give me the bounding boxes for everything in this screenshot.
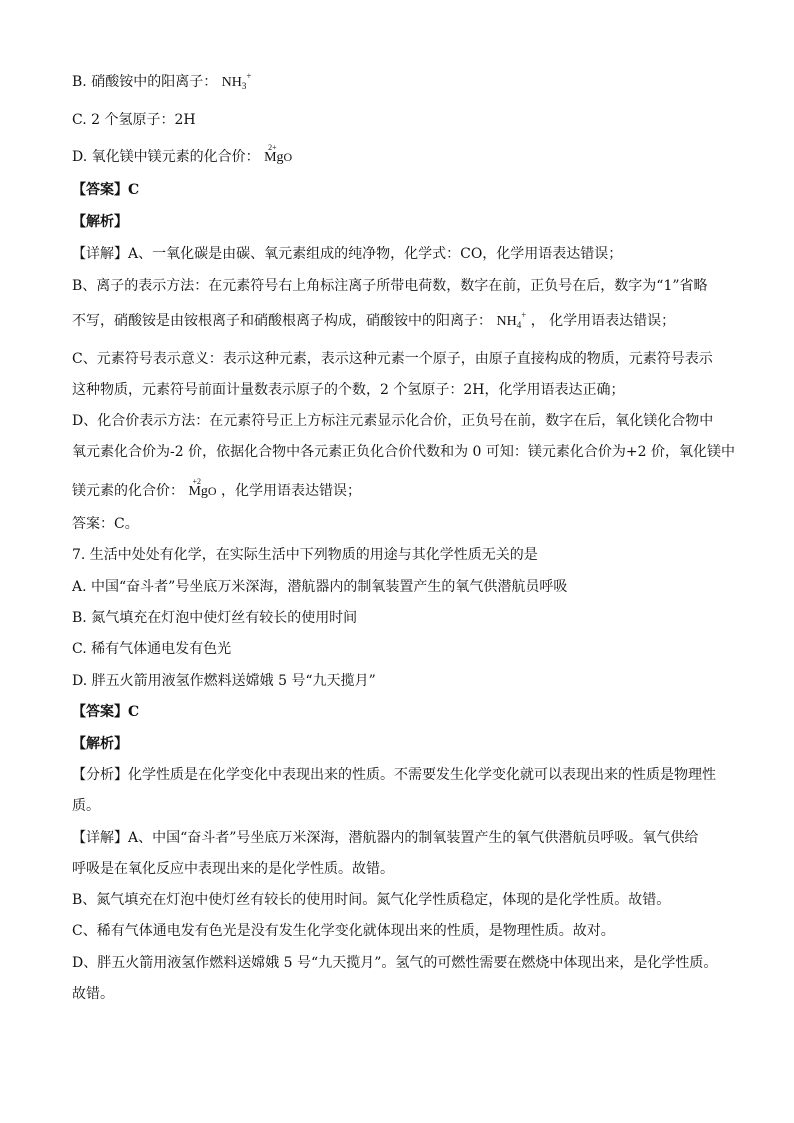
question-7-option-a: A. 中国“奋斗者”号坐底万米深海，潜航器内的制氧装置产生的氧气供潜航员呼吸 xyxy=(72,579,568,595)
xiangjie-a-1: 【详解】A、中国“奋斗者”号坐底万米深海，潜航器内的制氧装置产生的氧气供潜航员呼吸。氧气供给 xyxy=(72,830,699,846)
analysis-label-2: 【解析】 xyxy=(72,736,128,752)
ammonia-ion-formula: $NH_3^+$ xyxy=(221,71,252,91)
option-d-text: D. 氧化镁中镁元素的化合价： xyxy=(72,149,260,165)
question-7-option-c: C. 稀有气体通电发有色光 xyxy=(72,641,232,657)
valence-notation-2: +2 MgO xyxy=(188,477,217,499)
ammonium-ion-formula: $NH_4^+$ xyxy=(496,310,527,330)
detail-b-1: B、离子的表示方法：在元素符号右上角标注离子所带电荷数，数字在前，正负号在后，数字为“1”省略 xyxy=(72,278,708,294)
option-d-line xyxy=(72,140,292,167)
valence-notation: 2+ MgO xyxy=(264,143,293,165)
option-b-text: B. 硝酸铵中的阳离子： xyxy=(72,74,218,90)
detail-d-1: D、化合价表示方法：在元素符号正上方标注元素显示化合价，正负号在前，数字在后，氧化镁化合物中 xyxy=(72,413,714,429)
xiangjie-a-2: 呼吸是在氧化反应中表现出来的是化学性质。故错。 xyxy=(72,861,394,877)
answer-label: 【答案】C xyxy=(72,182,140,198)
detail-a: 【详解】A、一氧化碳是由碳、氧元素组成的纯净物，化学式：CO，化学用语表达错误； xyxy=(72,246,623,262)
detail-c-1: C、元素符号表示意义：表示这种元素，表示这种元素一个原子，由原子直接构成的物质，元素符号表示 xyxy=(72,351,713,367)
xiangjie-d-1: D、胖五火箭用液氢作燃料送嫦娥 5 号“九天揽月”。氢气的可燃性需要在燃烧中体现出来，是化学性质。 xyxy=(72,955,718,971)
xiangjie-c: C、稀有气体通电发有色光是没有发生化学变化就体现出来的性质，是物理性质。故对。 xyxy=(72,923,615,939)
answer-label-2: 【答案】C xyxy=(72,704,140,720)
xiangjie-b: B、氮气填充在灯泡中使灯丝有较长的使用时间。氮气化学性质稳定，体现的是化学性质。故错。 xyxy=(72,892,671,908)
question-7: 7. 生活中处处有化学，在实际生活中下列物质的用途与其化学性质无关的是 xyxy=(72,547,538,563)
analysis-1: 【分析】化学性质是在化学变化中表现出来的性质。不需要发生化学变化就可以表现出来的性质是物理性 xyxy=(72,767,716,783)
question-7-option-b: B. 氮气填充在灯泡中使灯丝有较长的使用时间 xyxy=(72,610,358,626)
detail-d-3: 镁元素的化合价： +2 MgO ，化学用语表达错误； xyxy=(72,474,361,501)
detail-c-2: 这种物质，元素符号前面计量数表示原子的个数，2 个氢原子：2H，化学用语表达正确； xyxy=(72,382,625,398)
answer-line: 答案：C。 xyxy=(72,516,139,532)
analysis-label: 【解析】 xyxy=(72,214,128,230)
detail-d-2: 氧元素化合价为-2 价，依据化合物中各元素正负化合价代数和为 0 可知：镁元素化合价为+2 价，氧化镁中 xyxy=(72,444,735,460)
xiangjie-d-2: 故错。 xyxy=(72,986,114,1002)
question-7-option-d: D. 胖五火箭用液氢作燃料送嫦娥 5 号“九天揽月” xyxy=(72,673,376,689)
option-c-line: C. 2 个氢原子：2H xyxy=(72,112,196,128)
detail-b-2: 不写，硝酸铵是由铵根离子和硝酸根离子构成，硝酸铵中的阳离子： $NH_4^+$ ， 化学用语表达错误； xyxy=(72,310,676,330)
analysis-2: 质。 xyxy=(72,798,100,814)
option-b-line xyxy=(72,73,251,92)
